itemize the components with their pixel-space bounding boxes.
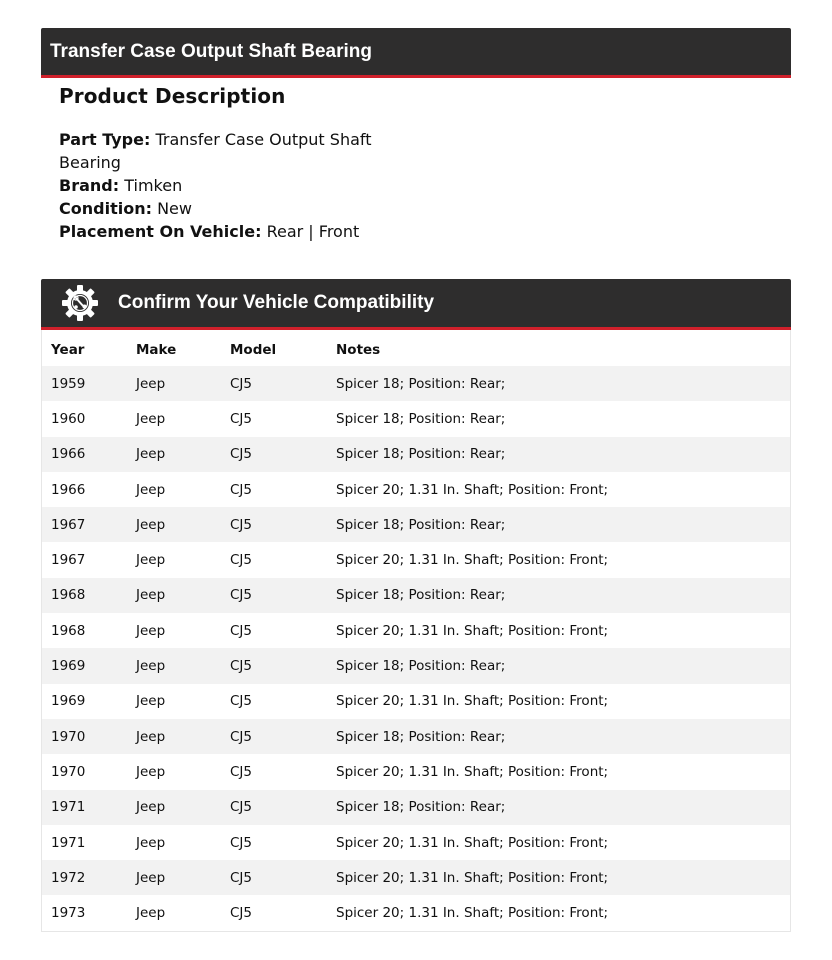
- cell-make: Jeep: [136, 481, 166, 498]
- table-row: [42, 578, 790, 613]
- cell-notes: Spicer 20; 1.31 In. Shaft; Position: Front;: [336, 481, 609, 498]
- table-row: [42, 437, 790, 472]
- cell-make: Jeep: [127, 507, 221, 542]
- brand-field: Brand: Timken: [59, 176, 183, 195]
- cell-notes: Spicer 20; 1.31 In. Shaft; Position: Front;: [327, 860, 790, 895]
- table-row: [42, 648, 790, 683]
- gear-wrench-icon: [61, 284, 99, 322]
- cell-year: 1970: [42, 719, 127, 754]
- table-row: [42, 507, 790, 542]
- cell-make: Jeep: [136, 763, 166, 780]
- cell-notes: Spicer 18; Position: Rear;: [327, 719, 790, 754]
- table-row: [42, 401, 790, 436]
- cell-notes: Spicer 20; 1.31 In. Shaft; Position: Front;: [336, 763, 609, 780]
- cell-model: CJ5: [230, 410, 252, 427]
- table-row: [42, 613, 790, 648]
- table-row: [42, 825, 790, 860]
- cell-notes: Spicer 20; 1.31 In. Shaft; Position: Front;: [336, 905, 609, 922]
- cell-notes: Spicer 20; 1.31 In. Shaft; Position: Front;: [336, 693, 609, 710]
- cell-make: Jeep: [127, 437, 221, 472]
- product-description-heading: Product Description: [59, 84, 286, 108]
- product-title: Transfer Case Output Shaft Bearing: [50, 40, 373, 62]
- cell-notes: Spicer 20; 1.31 In. Shaft; Position: Front;: [336, 622, 609, 639]
- cell-model: CJ5: [230, 834, 252, 851]
- table-row: [42, 472, 790, 507]
- cell-model: CJ5: [221, 648, 327, 683]
- cell-model: CJ5: [230, 481, 252, 498]
- condition-field: Condition: New: [59, 199, 192, 218]
- cell-year: 1966: [42, 437, 127, 472]
- column-header-make: Make: [136, 341, 177, 358]
- cell-notes: Spicer 18; Position: Rear;: [327, 578, 790, 613]
- cell-year: 1960: [51, 410, 86, 427]
- placement-field: Placement On Vehicle: Rear | Front: [59, 222, 360, 241]
- cell-year: 1969: [51, 693, 86, 710]
- table-row: [42, 684, 790, 719]
- cell-year: 1971: [42, 790, 127, 825]
- cell-year: 1970: [51, 763, 86, 780]
- cell-notes: Spicer 18; Position: Rear;: [327, 648, 790, 683]
- cell-make: Jeep: [136, 552, 166, 569]
- cell-model: CJ5: [230, 552, 252, 569]
- cell-notes: Spicer 18; Position: Rear;: [336, 410, 506, 427]
- cell-make: Jeep: [136, 693, 166, 710]
- cell-year: 1966: [51, 481, 86, 498]
- cell-model: CJ5: [230, 905, 252, 922]
- cell-model: CJ5: [221, 578, 327, 613]
- compatibility-banner: [41, 279, 791, 330]
- cell-model: CJ5: [221, 507, 327, 542]
- cell-notes: Spicer 18; Position: Rear;: [327, 507, 790, 542]
- cell-model: CJ5: [221, 366, 327, 401]
- table-row: [42, 895, 790, 930]
- cell-model: CJ5: [230, 693, 252, 710]
- cell-make: Jeep: [136, 622, 166, 639]
- cell-make: Jeep: [127, 860, 221, 895]
- table-row: [42, 860, 790, 895]
- cell-make: Jeep: [127, 648, 221, 683]
- cell-notes: Spicer 20; 1.31 In. Shaft; Position: Front;: [336, 834, 609, 851]
- cell-notes: Spicer 18; Position: Rear;: [327, 790, 790, 825]
- column-header-year: Year: [51, 341, 85, 358]
- product-description: [59, 84, 379, 243]
- product-title-banner: [41, 28, 791, 78]
- cell-make: Jeep: [127, 366, 221, 401]
- cell-model: CJ5: [221, 860, 327, 895]
- compatibility-title: Confirm Your Vehicle Compatibility: [118, 292, 435, 313]
- table-row: [42, 719, 790, 754]
- table-row: [42, 790, 790, 825]
- cell-model: CJ5: [230, 763, 252, 780]
- cell-model: CJ5: [230, 622, 252, 639]
- table-row: [42, 754, 790, 789]
- cell-make: Jeep: [136, 834, 166, 851]
- cell-notes: Spicer 18; Position: Rear;: [327, 437, 790, 472]
- cell-make: Jeep: [136, 410, 166, 427]
- cell-year: 1973: [51, 905, 86, 922]
- table-row: [42, 366, 790, 401]
- part-type-field: Part Type: Transfer Case Output Shaft Bearing: [59, 130, 372, 172]
- cell-make: Jeep: [127, 578, 221, 613]
- table-row: [42, 542, 790, 577]
- cell-make: Jeep: [127, 719, 221, 754]
- cell-year: 1968: [51, 622, 86, 639]
- cell-notes: Spicer 20; 1.31 In. Shaft; Position: Front;: [336, 552, 609, 569]
- cell-notes: Spicer 18; Position: Rear;: [327, 366, 790, 401]
- cell-year: 1967: [42, 507, 127, 542]
- cell-year: 1967: [51, 552, 86, 569]
- table-header-row: [42, 330, 790, 366]
- cell-make: Jeep: [127, 790, 221, 825]
- cell-year: 1959: [42, 366, 127, 401]
- cell-model: CJ5: [221, 719, 327, 754]
- cell-year: 1971: [51, 834, 86, 851]
- cell-year: 1968: [42, 578, 127, 613]
- compatibility-table-container: [41, 330, 791, 932]
- compatibility-table: [42, 330, 790, 931]
- column-header-model: Model: [230, 341, 277, 358]
- column-header-notes: Notes: [336, 341, 381, 358]
- cell-model: CJ5: [221, 790, 327, 825]
- cell-make: Jeep: [136, 905, 166, 922]
- cell-year: 1969: [42, 648, 127, 683]
- cell-year: 1972: [42, 860, 127, 895]
- cell-model: CJ5: [221, 437, 327, 472]
